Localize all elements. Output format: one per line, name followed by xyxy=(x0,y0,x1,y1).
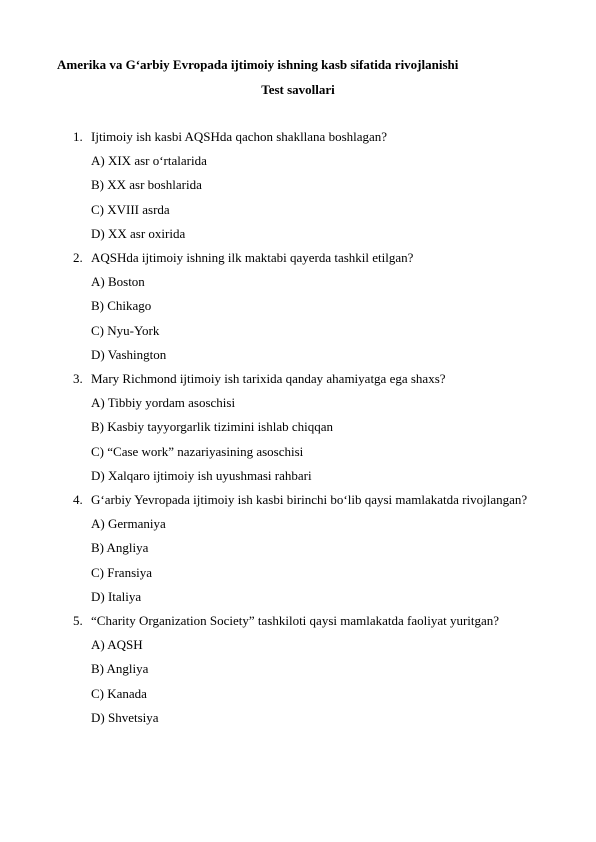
question-text: “Charity Organization Society” tashkiloti qaysi mamlakatda faoliyat yuritgan? xyxy=(91,613,500,629)
answer-option-d: D) XX asr oxirida xyxy=(91,225,186,241)
question-number: 3. xyxy=(73,371,83,387)
answer-option-a: A) AQSH xyxy=(91,637,143,653)
answer-option-c: C) XVIII asrda xyxy=(91,201,170,217)
answer-option-d: D) Shvetsiya xyxy=(91,709,159,725)
question-number: 1. xyxy=(73,129,83,144)
answer-option-c: C) Nyu-York xyxy=(91,322,160,338)
question-text: Ijtimoiy ish kasbi AQSHda qachon shakllana boshlagan? xyxy=(91,129,388,144)
question-number: 2. xyxy=(73,250,83,266)
question-2 xyxy=(0,246,596,367)
answer-option-d: D) Vashington xyxy=(91,346,167,362)
question-number: 5. xyxy=(73,613,83,629)
question-4 xyxy=(0,488,596,609)
question-text: G‘arbiy Yevropada ijtimoiy ish kasbi birinchi bo‘lib qaysi mamlakatda rivojlangan? xyxy=(91,492,528,508)
answer-option-a: A) Boston xyxy=(91,274,145,290)
answer-option-c: C) “Case work” nazariyasining asoschisi xyxy=(91,443,304,459)
question-list xyxy=(0,125,596,730)
question-number: 4. xyxy=(73,492,83,508)
answer-option-b: B) XX asr boshlarida xyxy=(91,177,202,193)
answer-option-b: B) Kasbiy tayyorgarlik tizimini ishlab chiqqan xyxy=(91,419,334,435)
question-5 xyxy=(0,609,596,730)
question-text: Mary Richmond ijtimoiy ish tarixida qanday ahamiyatga ega shaxs? xyxy=(91,371,446,387)
answer-option-c: C) Fransiya xyxy=(91,564,153,580)
answer-option-a: A) XIX asr o‘rtalarida xyxy=(91,153,207,169)
answer-option-b: B) Angliya xyxy=(91,540,149,556)
document-title: Amerika va G‘arbiy Evropada ijtimoiy ishning kasb sifatida rivojlanishi xyxy=(57,57,459,72)
answer-option-a: A) Tibbiy yordam asoschisi xyxy=(91,395,236,411)
document-subtitle: Test savollari xyxy=(261,82,335,97)
answer-option-d: D) Italiya xyxy=(91,588,142,604)
answer-option-a: A) Germaniya xyxy=(91,516,166,532)
question-3 xyxy=(0,367,596,488)
question-text: AQSHda ijtimoiy ishning ilk maktabi qayerda tashkil etilgan? xyxy=(91,250,414,266)
question-1 xyxy=(0,125,596,246)
answer-option-c: C) Kanada xyxy=(91,685,147,701)
answer-option-b: B) Angliya xyxy=(91,661,149,677)
answer-option-d: D) Xalqaro ijtimoiy ish uyushmasi rahbari xyxy=(91,467,312,483)
answer-option-b: B) Chikago xyxy=(91,298,152,314)
